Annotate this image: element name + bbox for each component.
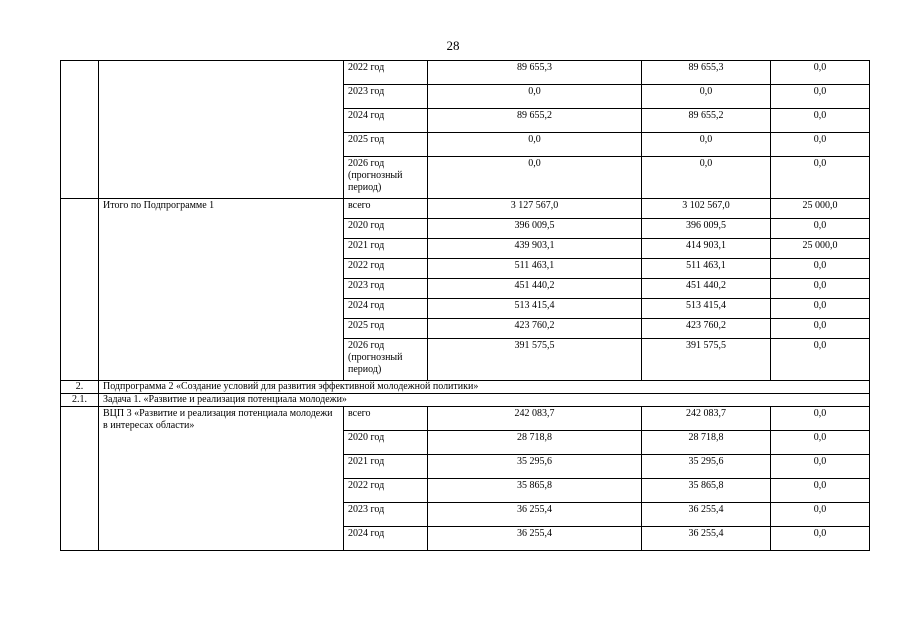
total-cell: 28 718,8 [428, 431, 642, 455]
task-title: Задача 1. «Развитие и реализация потенциала молодежи» [99, 394, 870, 407]
col3-cell: 0,0 [771, 407, 870, 431]
col3-cell: 0,0 [771, 279, 870, 299]
total-cell: 0,0 [428, 85, 642, 109]
col2-cell: 36 255,4 [642, 527, 771, 551]
task-row [61, 394, 870, 407]
col3-cell: 0,0 [771, 503, 870, 527]
row-number-cell [61, 407, 99, 551]
period-cell: 2024 год [344, 527, 428, 551]
col2-cell: 423 760,2 [642, 319, 771, 339]
item-name-cell: ВЦП 3 «Развитие и реализация потенциала молодежи в интересах области» [99, 407, 344, 551]
col3-cell: 0,0 [771, 85, 870, 109]
col3-cell: 0,0 [771, 431, 870, 455]
subprogram-row [61, 381, 870, 394]
total-cell: 35 295,6 [428, 455, 642, 479]
period-cell: 2026 год (прогнозный период) [344, 157, 428, 199]
period-cell: 2020 год [344, 219, 428, 239]
period-cell: 2023 год [344, 279, 428, 299]
total-cell: 451 440,2 [428, 279, 642, 299]
total-cell: 242 083,7 [428, 407, 642, 431]
total-cell: 396 009,5 [428, 219, 642, 239]
col3-cell: 0,0 [771, 455, 870, 479]
total-cell: 89 655,2 [428, 109, 642, 133]
col3-cell: 0,0 [771, 157, 870, 199]
total-cell: 423 760,2 [428, 319, 642, 339]
col2-cell: 513 415,4 [642, 299, 771, 319]
period-cell: всего [344, 199, 428, 219]
col3-cell: 0,0 [771, 299, 870, 319]
col2-cell: 451 440,2 [642, 279, 771, 299]
col3-cell: 0,0 [771, 339, 870, 381]
item-name-cell [99, 61, 344, 199]
item-name-cell: Итого по Подпрограмме 1 [99, 199, 344, 381]
col2-cell: 0,0 [642, 85, 771, 109]
period-cell: 2024 год [344, 109, 428, 133]
period-cell: 2026 год (прогнозный период) [344, 339, 428, 381]
col2-cell: 396 009,5 [642, 219, 771, 239]
col2-cell: 3 102 567,0 [642, 199, 771, 219]
col3-cell: 0,0 [771, 133, 870, 157]
col2-cell: 36 255,4 [642, 503, 771, 527]
col3-cell: 0,0 [771, 479, 870, 503]
col3-cell: 0,0 [771, 319, 870, 339]
table-row [61, 407, 870, 431]
row-number-cell: 2.1. [61, 394, 99, 407]
col3-cell: 0,0 [771, 61, 870, 85]
col2-cell: 242 083,7 [642, 407, 771, 431]
subprogram-title: Подпрограмма 2 «Создание условий для развития эффективной молодежной политики» [99, 381, 870, 394]
row-number-cell [61, 199, 99, 381]
budget-table [60, 60, 870, 551]
col3-cell: 0,0 [771, 259, 870, 279]
col2-cell: 511 463,1 [642, 259, 771, 279]
total-cell: 0,0 [428, 157, 642, 199]
col3-cell: 25 000,0 [771, 199, 870, 219]
total-cell: 391 575,5 [428, 339, 642, 381]
col2-cell: 35 295,6 [642, 455, 771, 479]
period-cell: 2022 год [344, 259, 428, 279]
col2-cell: 0,0 [642, 133, 771, 157]
period-cell: 2024 год [344, 299, 428, 319]
total-cell: 89 655,3 [428, 61, 642, 85]
period-cell: 2022 год [344, 61, 428, 85]
col3-cell: 0,0 [771, 219, 870, 239]
page-number: 28 [446, 38, 460, 53]
total-cell: 36 255,4 [428, 503, 642, 527]
col3-cell: 25 000,0 [771, 239, 870, 259]
row-number-cell [61, 61, 99, 199]
col2-cell: 89 655,3 [642, 61, 771, 85]
col2-cell: 391 575,5 [642, 339, 771, 381]
total-cell: 0,0 [428, 133, 642, 157]
total-cell: 439 903,1 [428, 239, 642, 259]
period-cell: 2021 год [344, 239, 428, 259]
period-cell: 2025 год [344, 319, 428, 339]
total-cell: 35 865,8 [428, 479, 642, 503]
period-cell: 2023 год [344, 503, 428, 527]
period-cell: 2025 год [344, 133, 428, 157]
table-row [61, 199, 870, 219]
total-cell: 513 415,4 [428, 299, 642, 319]
total-cell: 36 255,4 [428, 527, 642, 551]
col2-cell: 414 903,1 [642, 239, 771, 259]
total-cell: 511 463,1 [428, 259, 642, 279]
period-cell: 2020 год [344, 431, 428, 455]
period-cell: 2023 год [344, 85, 428, 109]
col2-cell: 28 718,8 [642, 431, 771, 455]
col3-cell: 0,0 [771, 109, 870, 133]
period-cell: 2021 год [344, 455, 428, 479]
period-cell: 2022 год [344, 479, 428, 503]
col2-cell: 0,0 [642, 157, 771, 199]
table-row [61, 61, 870, 85]
total-cell: 3 127 567,0 [428, 199, 642, 219]
col2-cell: 89 655,2 [642, 109, 771, 133]
period-cell: всего [344, 407, 428, 431]
row-number-cell: 2. [61, 381, 99, 394]
col2-cell: 35 865,8 [642, 479, 771, 503]
col3-cell: 0,0 [771, 527, 870, 551]
